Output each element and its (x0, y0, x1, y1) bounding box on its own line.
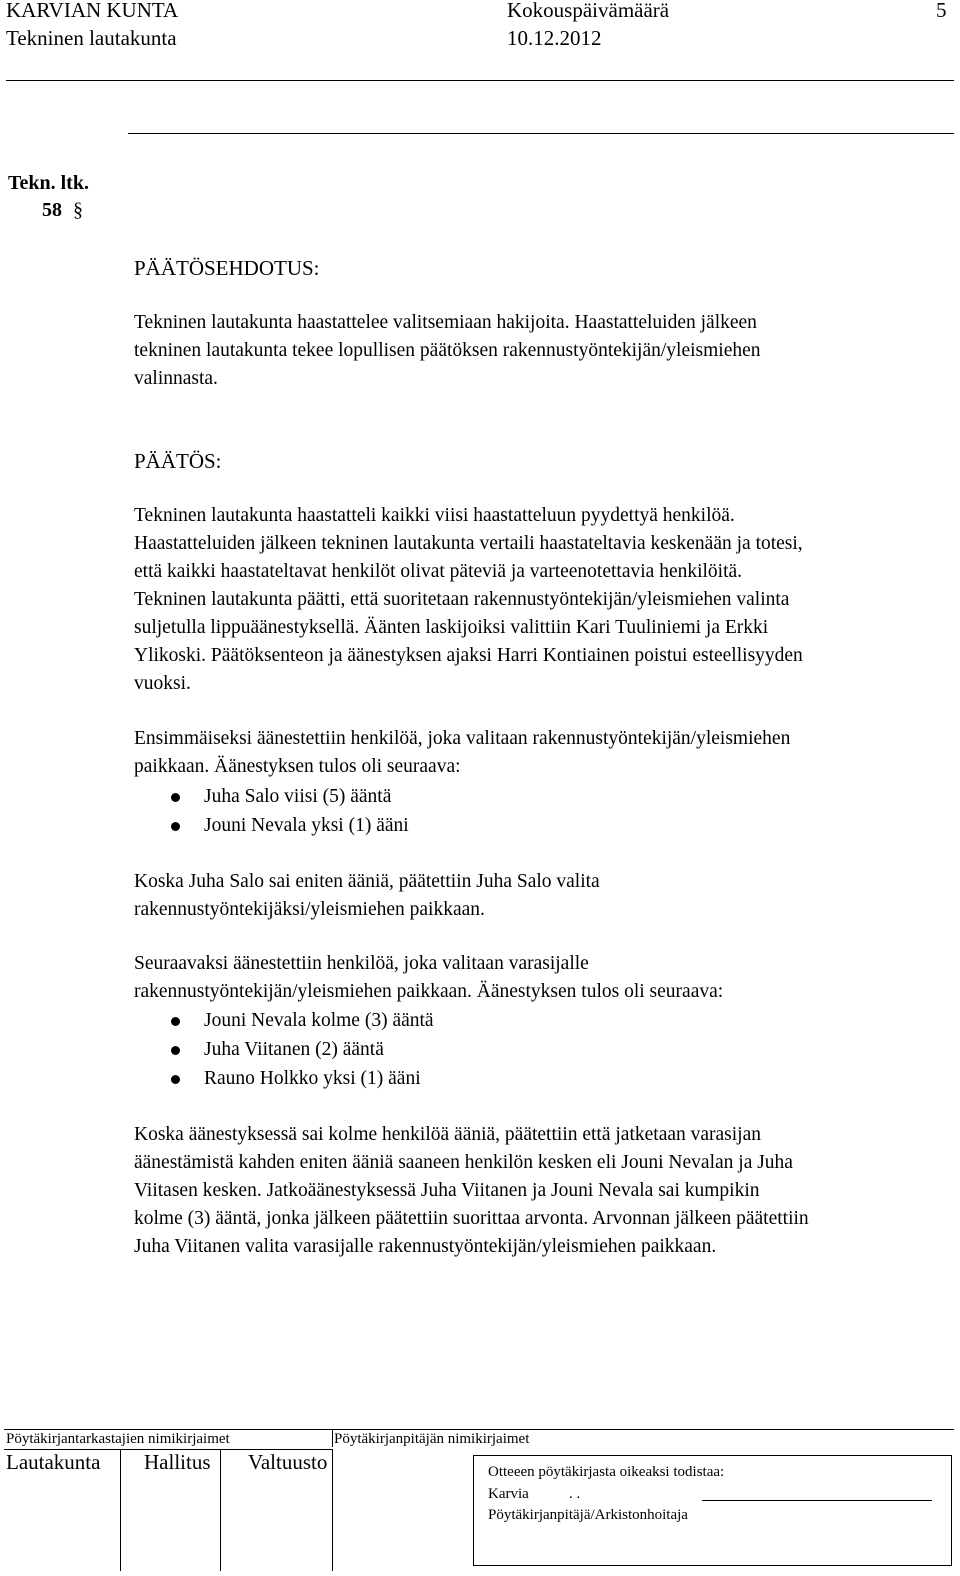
decision-line: Koska Juha Salo sai eniten ääniä, päätettiin Juha Salo valita (134, 871, 600, 892)
section-divider (128, 133, 954, 134)
committee-name: Tekninen lautakunta (6, 26, 177, 50)
decision-heading: PÄÄTÖS: (134, 449, 222, 473)
bullet-icon (171, 1046, 180, 1055)
decision-line: paikkaan. Äänestyksen tulos oli seuraava: (134, 756, 461, 777)
footer-label-divider (332, 1429, 333, 1447)
section-symbol: § (73, 199, 83, 221)
signature-line (702, 1500, 932, 1501)
decision-line: kolme (3) ääntä, jonka jälkeen päätettiin suorittaa arvonta. Arvonnan jälkeen päätettiin (134, 1208, 809, 1229)
meeting-date: 10.12.2012 (507, 26, 602, 50)
decision-line: että kaikki haastateltavat henkilöt olivat päteviä ja varteenotettavia henkilöitä. (134, 561, 743, 582)
footer-col-valtuusto: Valtuusto (248, 1450, 328, 1474)
page-number: 5 (936, 0, 947, 22)
footer-col-divider (332, 1449, 333, 1571)
certification-role: Pöytäkirjanpitäjä/Arkistonhoitaja (488, 1507, 688, 1523)
vote-result-item: Jouni Nevala kolme (3) ääntä (204, 1010, 434, 1031)
certification-title: Otteeen pöytäkirjasta oikeaksi todistaa: (488, 1464, 725, 1480)
certification-date-dots: . . (569, 1486, 581, 1502)
decision-line: Viitasen kesken. Jatkoäänestyksessä Juha Viitanen ja Jouni Nevala sai kumpikin (134, 1180, 760, 1201)
footer-col-divider (220, 1449, 221, 1571)
vote-result-item: Juha Salo viisi (5) ääntä (204, 786, 392, 807)
decision-line: Juha Viitanen valita varasijalle rakennustyöntekijän/yleismiehen paikkaan. (134, 1236, 717, 1257)
bullet-icon (171, 822, 180, 831)
municipality-name: KARVIAN KUNTA (6, 0, 179, 22)
proposal-line: valinnasta. (134, 368, 218, 389)
vote-result-item: Jouni Nevala yksi (1) ääni (204, 815, 409, 836)
decision-line: Ensimmäiseksi äänestettiin henkilöä, joka valitaan rakennustyöntekijän/yleismiehen (134, 728, 791, 749)
decision-line: Tekninen lautakunta haastatteli kaikki viisi haastatteluun pyydettyä henkilöä. (134, 505, 735, 526)
decision-line: äänestämistä kahden eniten ääniä saaneen henkilön kesken eli Jouni Nevalan ja Juha (134, 1152, 793, 1173)
bullet-icon (171, 1075, 180, 1084)
proposal-heading: PÄÄTÖSEHDOTUS: (134, 256, 320, 280)
section-number: 58 (42, 199, 62, 221)
keeper-initials-label: Pöytäkirjanpitäjän nimikirjaimet (334, 1431, 530, 1447)
header-divider (6, 80, 954, 81)
decision-line: Seuraavaksi äänestettiin henkilöä, joka valitaan varasijalle (134, 953, 589, 974)
section-body-abbrev: Tekn. ltk. (8, 172, 89, 194)
bullet-icon (171, 793, 180, 802)
footer-col-lautakunta: Lautakunta (6, 1450, 101, 1474)
footer-col-divider (120, 1449, 121, 1571)
decision-line: Tekninen lautakunta päätti, että suoritetaan rakennustyöntekijän/yleismiehen valinta (134, 589, 790, 610)
proposal-line: Tekninen lautakunta haastattelee valitsemiaan hakijoita. Haastatteluiden jälkeen (134, 312, 757, 333)
decision-line: rakennustyöntekijän/yleismiehen paikkaan. Äänestyksen tulos oli seuraava: (134, 981, 724, 1002)
checkers-initials-label: Pöytäkirjantarkastajien nimikirjaimet (6, 1431, 230, 1447)
decision-line: Haastatteluiden jälkeen tekninen lautakunta vertaili haastateltavia keskenään ja totesi, (134, 533, 803, 554)
vote-result-item: Juha Viitanen (2) ääntä (204, 1039, 384, 1060)
certification-place: Karvia (488, 1486, 529, 1502)
decision-line: suljetulla lippuäänestyksellä. Äänten laskijoiksi valittiin Kari Tuuliniemi ja Erkki (134, 617, 769, 638)
vote-result-item: Rauno Holkko yksi (1) ääni (204, 1068, 421, 1089)
footer-col-top-line (4, 1449, 332, 1450)
footer-col-hallitus: Hallitus (144, 1450, 211, 1474)
proposal-line: tekninen lautakunta tekee lopullisen päätöksen rakennustyöntekijän/yleismiehen (134, 340, 761, 361)
meeting-date-label: Kokouspäivämäärä (507, 0, 670, 22)
decision-line: rakennustyöntekijäksi/yleismiehen paikkaan. (134, 899, 485, 920)
decision-line: Koska äänestyksessä sai kolme henkilöä ääniä, päätettiin että jatketaan varasijan (134, 1124, 762, 1145)
bullet-icon (171, 1017, 180, 1026)
decision-line: vuoksi. (134, 673, 191, 694)
decision-line: Ylikoski. Päätöksenteon ja äänestyksen ajaksi Harri Kontiainen poistui esteellisyyden (134, 645, 803, 666)
